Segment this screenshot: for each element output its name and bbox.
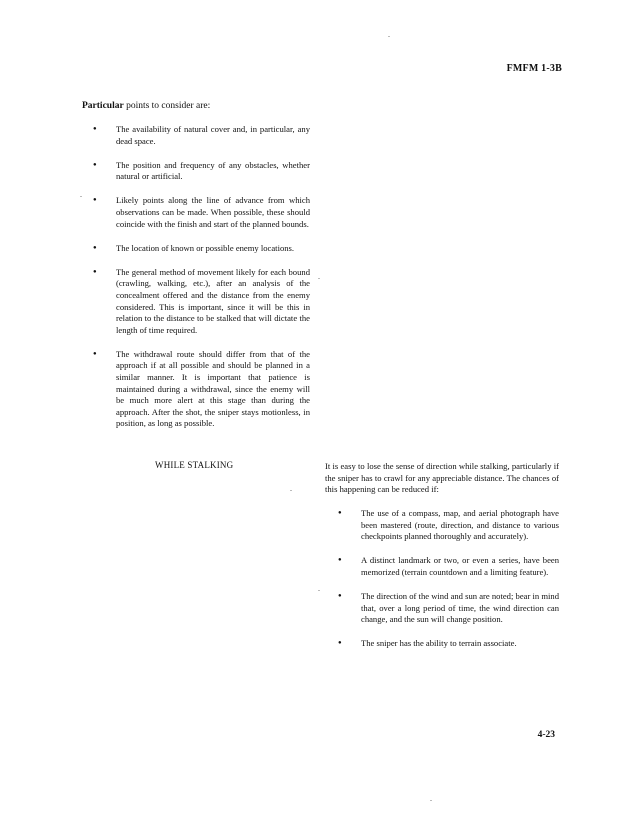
document-id-header: FMFM 1-3B	[506, 63, 562, 74]
list-item: ● A distinct landmark or two, or even a series, have been memorized (terrain countdown and a limiting feature).	[337, 555, 559, 578]
list-item: ● The sniper has the ability to terrain associate.	[337, 638, 559, 650]
stalking-conditions-list	[337, 508, 559, 662]
intro-line	[82, 101, 210, 111]
list-item: ● The general method of movement likely for each bound (crawling, walking, etc.), after an analysis of the concealment offered and the distance from the enemy considered. This is important, since it will be this in relation to the distance to be stalked that will dictate the length of time required.	[92, 267, 310, 337]
scan-speck	[318, 278, 320, 279]
list-item: ● The use of a compass, map, and aerial photograph have been mastered (route, direction, and distance to various checkpoints planned thoroughly and accurately).	[337, 508, 559, 543]
section-paragraph: It is easy to lose the sense of direction while stalking, particularly if the sniper has to crawl for any appreciable distance. The chances of this happening can be reduced if:	[325, 461, 559, 495]
considerations-list	[92, 124, 310, 442]
scan-speck	[318, 590, 320, 591]
scan-speck	[388, 36, 390, 37]
page-number: 4-23	[537, 730, 555, 740]
scan-speck	[80, 196, 82, 197]
list-item: ● The position and frequency of any obstacles, whether natural or artificial.	[92, 160, 310, 183]
list-item: ● The availability of natural cover and, in particular, any dead space.	[92, 124, 310, 147]
list-item: ● The withdrawal route should differ from that of the approach if at all possible and should be planned in a similar manner. It is important that patience is maintained during a withdrawal, since the enemy will be much more alert at this stage than during the approach. After the shot, the sniper stays motionless, in position, as long as possible.	[92, 349, 310, 430]
list-item: ● The direction of the wind and sun are noted; bear in mind that, over a long period of time, the wind direction can change, and the sun will change position.	[337, 591, 559, 626]
intro-text: points to consider are:	[123, 101, 211, 111]
list-item: ● The location of known or possible enemy locations.	[92, 243, 310, 255]
scan-speck	[290, 490, 292, 491]
section-heading: WHILE STALKING	[155, 460, 234, 470]
list-item: ● Likely points along the line of advance from which observations can be made. When possible, these should coincide with the finish and start of the planned bounds.	[92, 195, 310, 230]
scan-speck	[430, 800, 432, 801]
intro-bold-word: Particular	[82, 101, 124, 111]
